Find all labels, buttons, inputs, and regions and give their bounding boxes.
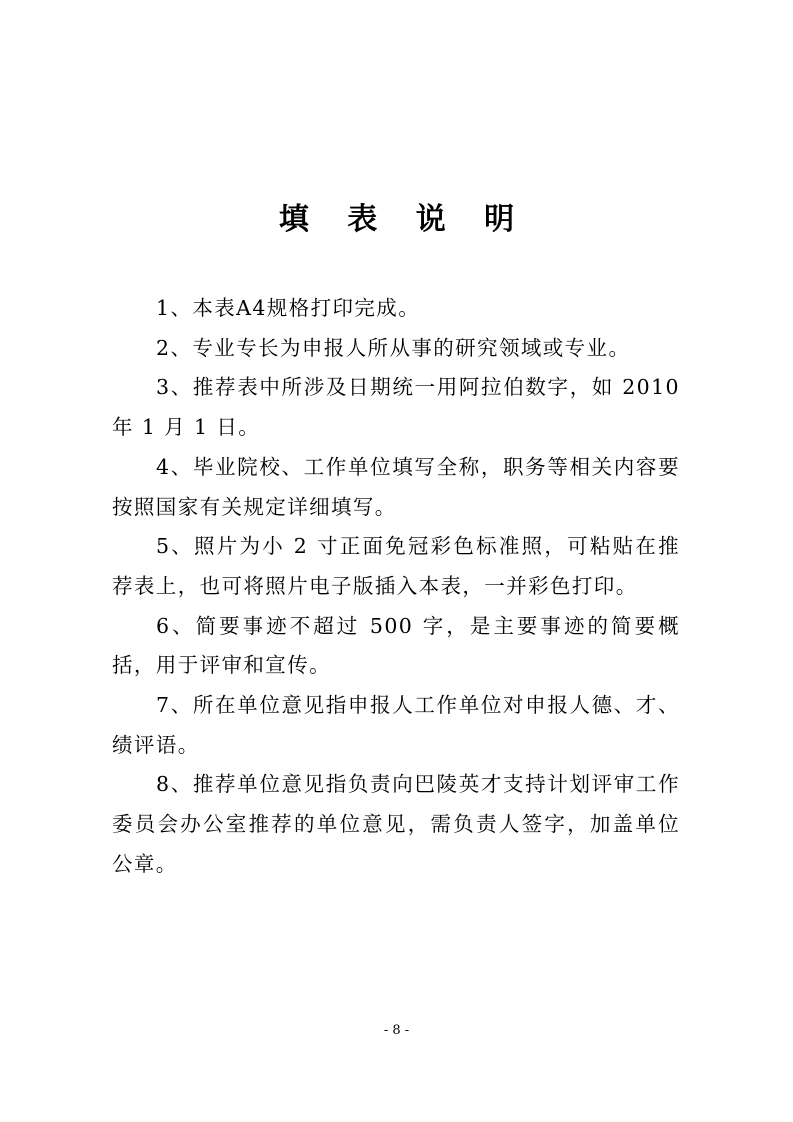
instruction-item-6: 6、简要事迹不超过 500 字，是主要事迹的简要概括，用于评审和宣传。 <box>112 613 680 678</box>
page-title: 填 表 说 明 <box>278 202 529 237</box>
instructions-body <box>112 289 680 885</box>
page-number: - 8 - <box>383 1023 410 1038</box>
instruction-item-8: 8、推荐单位意见指负责向巴陵英才支持计划评审工作委员会办公室推荐的单位意见，需负责人签字，加盖单位公章。 <box>112 772 680 876</box>
instruction-item-3: 3、推荐表中所涉及日期统一用阿拉伯数字，如 2010 年 1 月 1 日。 <box>112 375 680 440</box>
instruction-item-1: 1、本表A4规格打印完成。 <box>156 296 421 320</box>
instruction-item-2: 2、专业专长为申报人所从事的研究领域或专业。 <box>156 335 631 360</box>
instruction-item-7: 7、所在单位意见指申报人工作单位对申报人德、才、绩评语。 <box>112 693 680 757</box>
instruction-item-4: 4、毕业院校、工作单位填写全称，职务等相关内容要按照国家有关规定详细填写。 <box>112 454 680 519</box>
instruction-item-5: 5、照片为小 2 寸正面免冠彩色标准照，可粘贴在推荐表上，也可将照片电子版插入本表，一并彩色打印。 <box>112 534 680 598</box>
